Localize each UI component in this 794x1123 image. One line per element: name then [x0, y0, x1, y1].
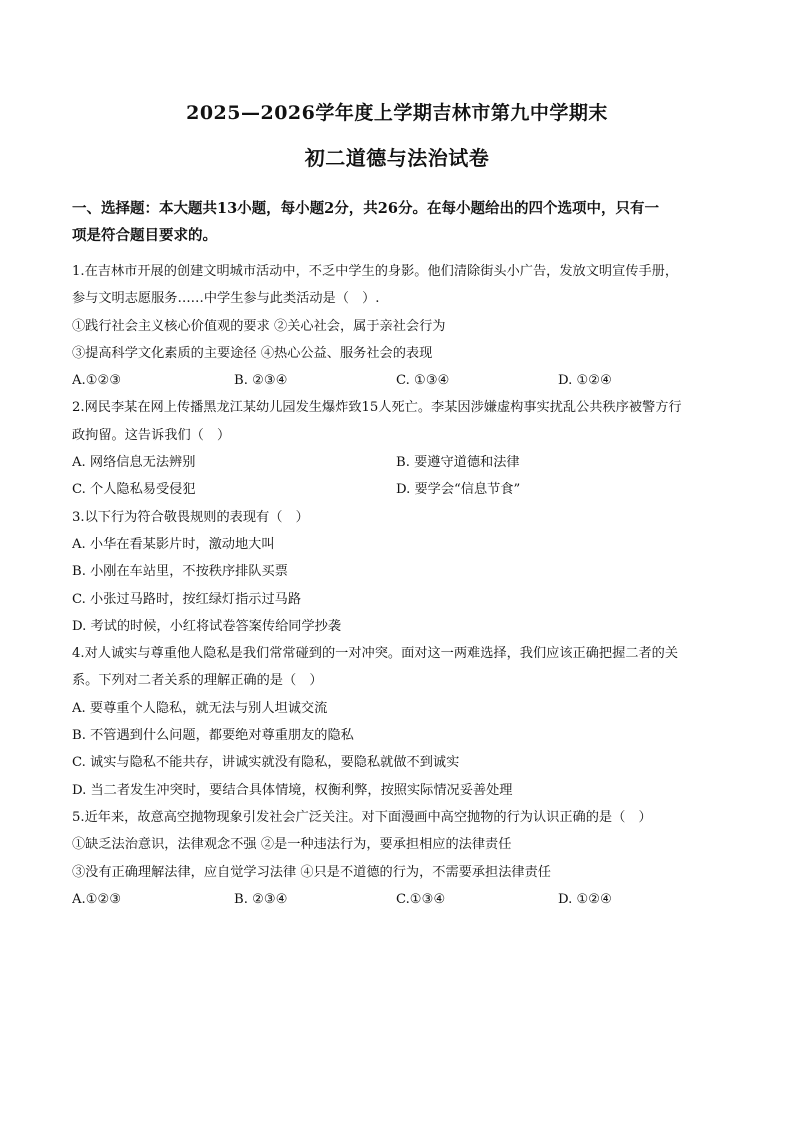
- option-b: B. 小刚在车站里，不按秩序排队买票: [72, 564, 288, 580]
- section-heading-line: 项是符合题目要求的。: [72, 227, 217, 244]
- option-d: D. ①②④: [558, 891, 612, 907]
- section-heading: [72, 195, 722, 249]
- question-stem: 系。下列对二者关系的理解正确的是（ ）: [72, 673, 323, 689]
- question-stem: 3.以下行为符合敬畏规则的表现有（ ）: [72, 509, 309, 525]
- option-b: B. 不管遇到什么问题，都要绝对尊重朋友的隐私: [72, 728, 354, 744]
- option-row: [72, 476, 722, 503]
- section-heading-line: 一、选择题：本大题共13小题，每小题2分，共26分。在每小题给出的四个选项中，只有一: [72, 200, 659, 217]
- question-stem: 4.对人诚实与尊重他人隐私是我们常常碰到的一对冲突。面对这一两难选择，我们应该正确把握二者的关: [72, 646, 679, 662]
- option-a: A. 网络信息无法辨别: [72, 455, 196, 471]
- option-a: A. 要尊重个人隐私，就无法与别人坦诚交流: [72, 700, 328, 716]
- question-stem: 2.网民李某在网上传播黑龙江某幼儿园发生爆炸致15人死亡。李某因涉嫌虚构事实扰乱公共秩序被警方行: [72, 400, 682, 416]
- question-3: [72, 504, 722, 640]
- option-a: A.①②③: [72, 373, 122, 389]
- option-a: A. 小华在看某影片时，激动地大叫: [72, 536, 275, 552]
- option-d: D. 考试的时候，小红将试卷答案传给同学抄袭: [72, 618, 342, 634]
- option-c: C. ①③④: [396, 373, 450, 389]
- question-stem: 5.近年来，故意高空抛物现象引发社会广泛关注。对下面漫画中高空抛物的行为认识正确的是（ ）: [72, 809, 652, 825]
- question-statement: ③没有正确理解法律，应自觉学习法律 ④只是不道德的行为，不需要承担法律责任: [72, 864, 551, 880]
- option-d: D. 当二者发生冲突时，要结合具体情境，权衡利弊，按照实际情况妥善处理: [72, 782, 513, 798]
- question-statement: ③提高科学文化素质的主要途径 ④热心公益、服务社会的表现: [72, 345, 433, 361]
- question-statement: ①缺乏法治意识，法律观念不强 ②是一种违法行为，要承担相应的法律责任: [72, 837, 512, 853]
- option-d: D. 要学会“信息节食”: [396, 482, 521, 498]
- option-row: [72, 449, 722, 476]
- option-c: C. 小张过马路时，按红绿灯指示过马路: [72, 591, 302, 607]
- option-b: B. ②③④: [234, 891, 288, 907]
- option-c: C. 诚实与隐私不能共存，讲诚实就没有隐私，要隐私就做不到诚实: [72, 755, 460, 771]
- question-1: [72, 258, 722, 394]
- option-d: D. ①②④: [558, 373, 612, 389]
- option-a: A.①②③: [72, 891, 122, 907]
- option-b: B. 要遵守道德和法律: [396, 455, 520, 471]
- exam-subtitle: 初二道德与法治试卷: [304, 146, 490, 170]
- option-b: B. ②③④: [234, 373, 288, 389]
- question-stem: 1.在吉林市开展的创建文明城市活动中，不乏中学生的身影。他们清除街头小广告，发放文明宣传手册，: [72, 264, 679, 279]
- option-c: C.①③④: [396, 891, 446, 907]
- exam-title: 2025—2026学年度上学期吉林市第九中学期末: [186, 102, 608, 124]
- question-list: [72, 258, 722, 913]
- question-5: [72, 804, 722, 913]
- option-row: [72, 886, 722, 913]
- question-4: [72, 640, 722, 804]
- option-row: [72, 367, 722, 394]
- option-c: C. 个人隐私易受侵犯: [72, 482, 196, 498]
- question-2: [72, 394, 722, 503]
- question-stem: 政拘留。这告诉我们（ ）: [72, 427, 231, 443]
- question-stem: 参与文明志愿服务……中学生参与此类活动是（ ）.: [72, 291, 380, 307]
- question-statement: ①践行社会主义核心价值观的要求 ②关心社会，属于亲社会行为: [72, 318, 446, 334]
